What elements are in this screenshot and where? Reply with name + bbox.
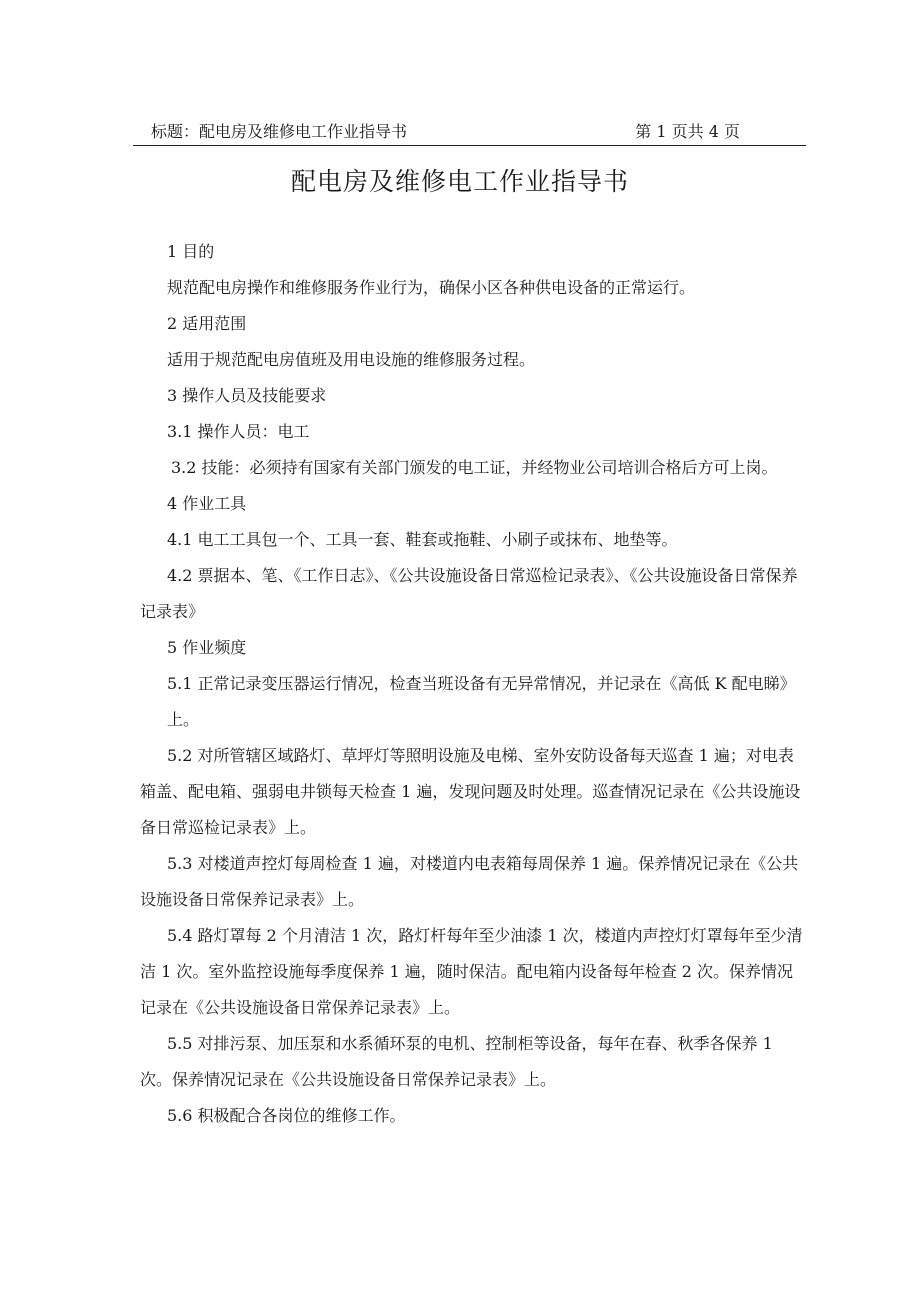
section-5-1: 5.1 正常记录变压器运行情况，检查当班设备有无异常情况，并记录在《高低 K 配电睇》上。 xyxy=(167,674,796,729)
section-5-3: 5.3 对楼道声控灯每周检查 1 遍，对楼道内电表箱每周保养 1 遍。保养情况记录在《公共设施设备日常保养记录表》上。 xyxy=(140,854,799,909)
section-4-heading: 4 作业工具 xyxy=(167,494,247,513)
section-5-4: 5.4 路灯罩每 2 个月清洁 1 次，路灯杆每年至少油漆 1 次，楼道内声控灯灯罩每年至少清洁 1 次。室外监控设施每季度保养 1 遍，随时保洁。配电箱内设备每年检查 2 次。保养情况记录在《公共设施设备日常保养记录表》上。 xyxy=(140,926,803,1017)
page-header xyxy=(133,117,806,146)
section-5-heading: 5 作业频度 xyxy=(167,638,247,657)
section-1-text: 规范配电房操作和维修服务作业行为，确保小区各种供电设备的正常运行。 xyxy=(167,278,696,297)
section-3-1: 3.1 操作人员：电工 xyxy=(167,422,310,441)
header-page-number: 第 1 页共 4 页 xyxy=(635,122,740,141)
section-4-1: 4.1 电工工具包一个、工具一套、鞋套或拖鞋、小刷子或抹布、地垫等。 xyxy=(167,530,678,549)
header-title: 标题：配电房及维修电工作业指导书 xyxy=(151,122,408,141)
section-5-2: 5.2 对所管辖区域路灯、草坪灯等照明设施及电梯、室外安防设备每天巡查 1 遍；对电表箱盖、配电箱、强弱电井锁每天检查 1 遍，发现问题及时处理。巡查情况记录在《公共设施设备日常巡检记录表》上。 xyxy=(140,746,801,837)
section-4-2: 4.2 票据本、笔、《工作日志》、《公共设施设备日常巡检记录表》、《公共设施设备日常保养记录表》 xyxy=(140,566,798,621)
section-2-text: 适用于规范配电房值班及用电设施的维修服务过程。 xyxy=(167,350,536,369)
section-3-heading: 3 操作人员及技能要求 xyxy=(167,386,327,405)
section-3-2: 3.2 技能：必须持有国家有关部门颁发的电工证，并经物业公司培训合格后方可上岗。 xyxy=(171,458,778,477)
document-body xyxy=(140,234,807,1134)
section-2-heading: 2 适用范围 xyxy=(167,314,247,333)
section-1-heading: 1 目的 xyxy=(167,242,215,261)
document-title: 配电房及维修电工作业指导书 xyxy=(290,167,629,196)
section-5-5: 5.5 对排污泵、加压泵和水系循环泵的电机、控制柜等设备，每年在春、秋季各保养 1 次。保养情况记录在《公共设施设备日常保养记录表》上。 xyxy=(140,1034,773,1089)
section-5-6: 5.6 积极配合各岗位的维修工作。 xyxy=(167,1106,406,1125)
